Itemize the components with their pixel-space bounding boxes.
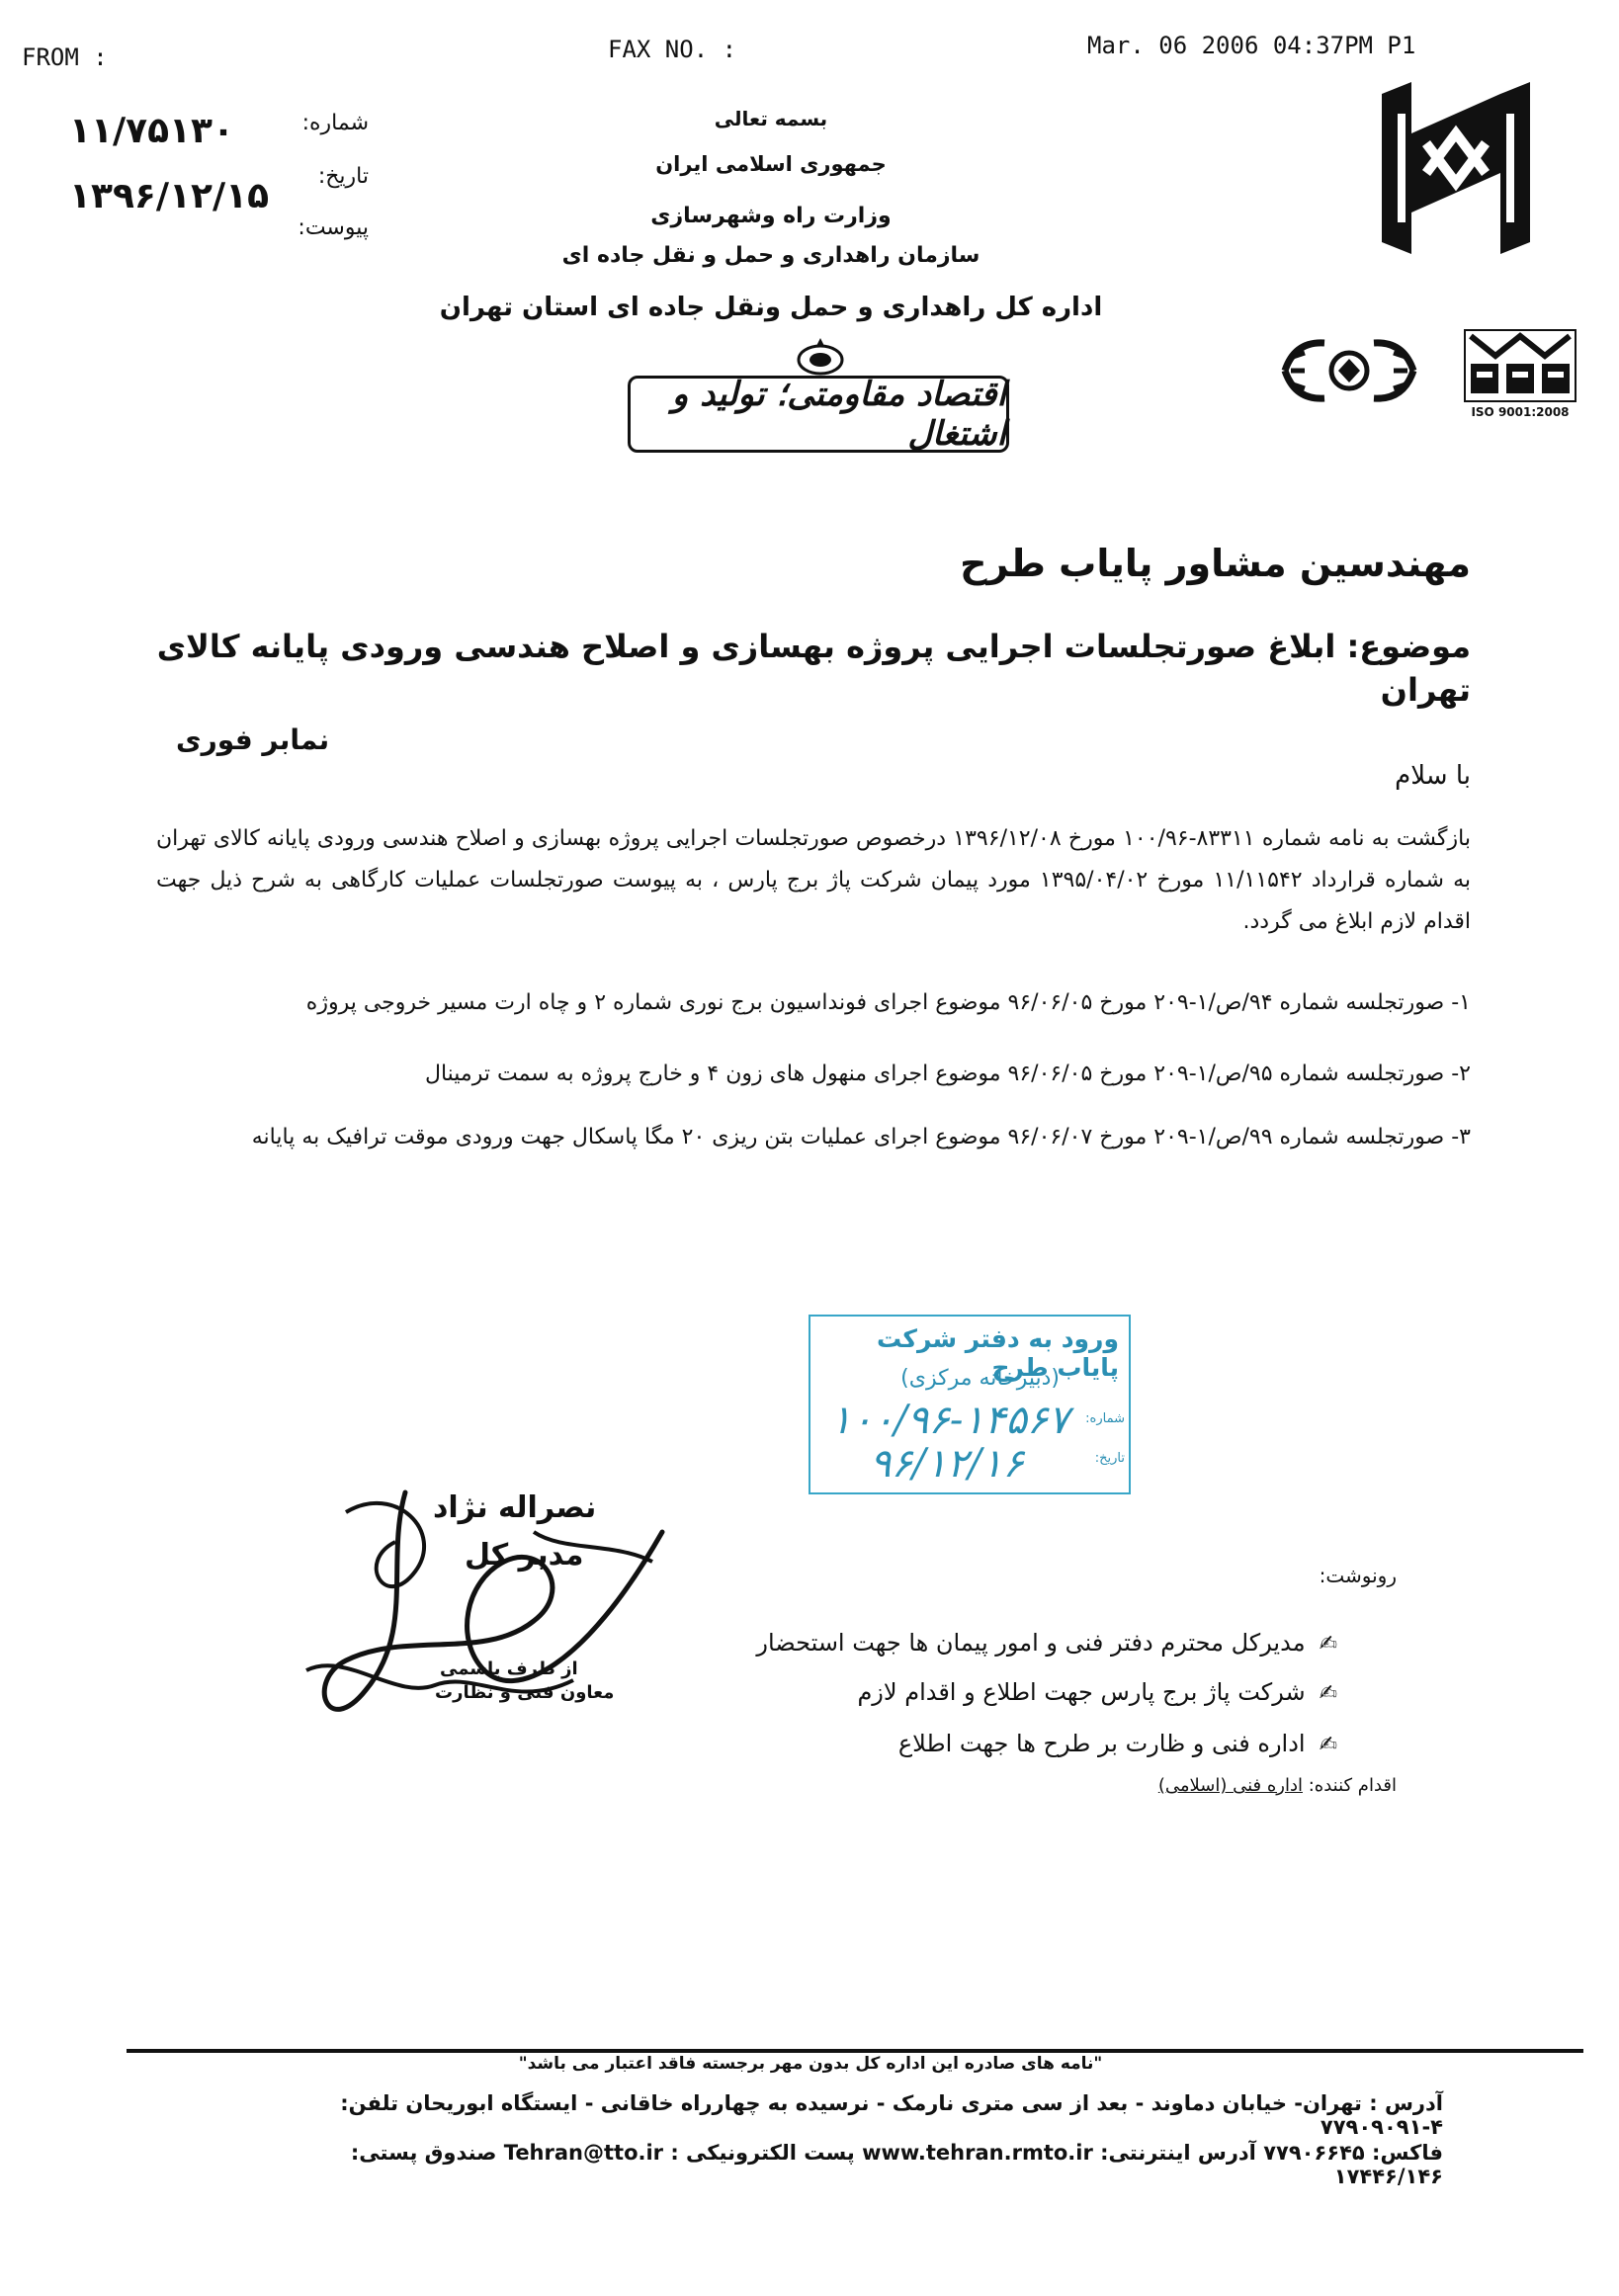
signatory-sub-title: معاون فنی و نظارت — [435, 1682, 615, 1703]
urgent-fax-label: نمابر فوری — [176, 723, 330, 756]
iso-logo-icon — [1461, 326, 1579, 405]
department-heading: اداره کل راهداری و حمل ونقل جاده ای استان تهران — [439, 293, 1103, 322]
fax-number: FAX NO. : — [608, 36, 737, 63]
stamp-company: ورود به دفتر شرکت پایاب طرح — [876, 1324, 1119, 1382]
footer-address: آدرس : تهران- خیابان دماوند - بعد از سی متری نارمک - نرسیده به چهارراه خاقانی - ایستگاه ابوریحان تلفن: ۴-۷۷۹۰۹۰۹۱ — [340, 2091, 1443, 2139]
cc-item-text: مدیرکل محترم دفتر فنی و امور پیمان ها جهت استحضار — [756, 1629, 1306, 1657]
footer-contact: فاکس: ۷۷۹۰۶۶۴۵ آدرس اینترنتی: www.tehran.rmto.ir پست الکترونیکی : Tehran@tto.ir صندوق پستی: ۱۷۴۴۶/۱۴۶ — [350, 2141, 1443, 2188]
wreath-logo-icon — [1275, 331, 1423, 410]
list-item: ۲- صورتجلسه شماره ۹۵/ص/۱-۲۰۹ مورخ ۹۶/۰۶/۰۵ موضوع اجرای منهول های زون ۴ و خارج پروژه به سمت ترمینال — [424, 1062, 1471, 1086]
body-paragraph: بازگشت به نامه شماره ۸۳۳۱۱-۱۰۰/۹۶ مورخ ۱۳۹۶/۱۲/۰۸ درخصوص صورتجلسات اجرایی پروژه بهسازی و اصلاح هندسی ورودی پایانه کالای تهران به شماره قرارداد ۱۱/۱۱۵۴۲ مورخ ۱۳۹۵/۰۴/۰۲ مورد پیمان شرکت پاژ برج پارس ، به پیوست صورتجلسات عملیات کارگاهی به شرح ذیل جهت اقدام لازم ابلاغ می گردد. — [156, 826, 1471, 934]
pen-icon: ✍ — [1319, 1733, 1337, 1757]
country-heading: جمهوری اسلامی ایران — [655, 152, 887, 176]
pen-icon: ✍ — [1319, 1632, 1337, 1657]
letter-number-label: شماره: — [301, 111, 369, 135]
stamp-date-label: تاریخ: — [1094, 1451, 1125, 1466]
receipt-stamp — [809, 1315, 1131, 1494]
cc-label: رونوشت: — [1319, 1564, 1397, 1587]
ministry-heading: وزارت راه وشهرسازی — [650, 204, 892, 228]
stamp-secretariat: (دبیرخانه مرکزی) — [900, 1366, 1060, 1391]
cc-item — [756, 1629, 1337, 1657]
cc-item — [898, 1730, 1337, 1757]
bismillah-heading: بسمه تعالی — [714, 107, 828, 130]
stamp-number: ۱۰۰/۹۶-۱۴۵۶۷ — [830, 1398, 1069, 1443]
greeting: با سلام — [1395, 761, 1471, 791]
cc-item-text: شرکت پاژ برج پارس جهت اطلاع و اقدام لازم — [857, 1678, 1306, 1706]
footer-validity-note: "نامه های صادره این اداره کل بدون مهر برجسته فاقد اعتبار می باشد" — [518, 2054, 1103, 2074]
attachment-label: پیوست: — [298, 215, 369, 240]
pen-icon: ✍ — [1319, 1681, 1337, 1706]
emblem-icon — [791, 336, 850, 380]
signatory-title: مدیر کل — [465, 1538, 584, 1573]
cc-item — [857, 1678, 1337, 1706]
iso-caption: ISO 9001:2008 — [1471, 405, 1570, 419]
letter-number-value: ۱۱/۷۵۱۳۰ — [69, 111, 234, 151]
fax-from: FROM : — [22, 43, 108, 71]
action-by — [1158, 1775, 1397, 1796]
organization-heading: سازمان راهداری و حمل و نقل جاده ای — [561, 243, 980, 268]
action-by-label: اقدام کننده: — [1308, 1775, 1397, 1796]
fax-datetime: Mar. 06 2006 04:37PM P1 — [1087, 32, 1416, 59]
list-item: ۱- صورتجلسه شماره ۹۴/ص/۱-۲۰۹ مورخ ۹۶/۰۶/۰۵ موضوع اجرای فونداسیون برج نوری شماره ۲ و چاه ارت مسیر خروجی پروژه — [305, 990, 1471, 1015]
recipient-heading: مهندسین مشاور پایاب طرح — [960, 542, 1471, 585]
slogan-box: اقتصاد مقاومتی؛ تولید و اشتغال — [628, 376, 1009, 453]
signatory-sub-line: از طرف یاسمی — [440, 1658, 578, 1679]
subject-line: موضوع: ابلاغ صورتجلسات اجرایی پروژه بهسازی و اصلاح هندسی ورودی پایانه کالای تهران — [156, 628, 1471, 709]
stamp-number-label: شماره: — [1085, 1411, 1125, 1426]
list-item: ۳- صورتجلسه شماره ۹۹/ص/۱-۲۰۹ مورخ ۹۶/۰۶/۰۷ موضوع اجرای عملیات بتن ریزی ۲۰ مگا پاسکال جهت ورودی موقت ترافیک به پایانه — [251, 1125, 1471, 1149]
cc-item-text: اداره فنی و ظارت بر طرح ها جهت اطلاع — [897, 1730, 1306, 1757]
footer-divider — [127, 2049, 1583, 2053]
letter-date-value: ۱۳۹۶/۱۲/۱۵ — [69, 176, 270, 216]
letter-date-label: تاریخ: — [317, 164, 369, 189]
stamp-date: ۹۶/۱۲/۱۶ — [870, 1441, 1024, 1487]
ministry-logo-icon — [1372, 74, 1540, 262]
signatory-name: نصراله نژاد — [433, 1490, 597, 1525]
action-by-value: اداره فنی (اسلامی) — [1157, 1775, 1303, 1796]
